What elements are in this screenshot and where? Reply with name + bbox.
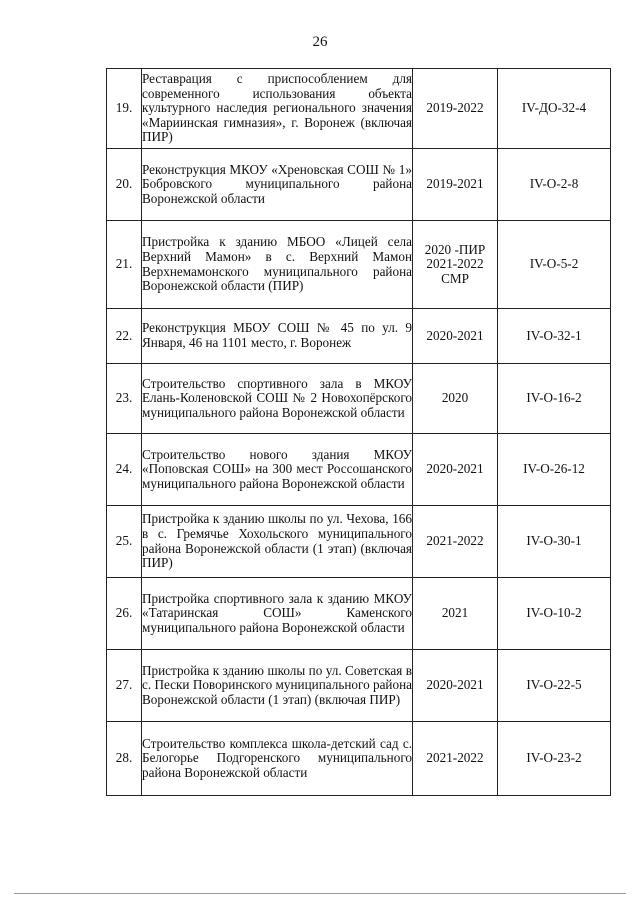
years-cell: 2020-2021 (413, 434, 498, 506)
object-name: Реставрация с приспособлением для современного использования объекта культурного наследия регионального значения «Мариинская гимназия», г. Воронеж (включая ПИР) (142, 69, 413, 149)
years-cell: 2021-2022 (413, 722, 498, 796)
table-row (107, 309, 611, 364)
row-number: 26. (107, 578, 142, 650)
table-row (107, 69, 611, 149)
row-number: 22. (107, 309, 142, 364)
table-row (107, 434, 611, 506)
object-code: IV-ДО-32-4 (498, 69, 611, 149)
row-number: 28. (107, 722, 142, 796)
table-row (107, 578, 611, 650)
years-cell: 2020 (413, 364, 498, 434)
object-name: Строительство комплекса школа-детский сад с. Белогорье Подгоренского муниципального района Воронежской области (142, 722, 413, 796)
object-code: IV-О-10-2 (498, 578, 611, 650)
row-number: 21. (107, 221, 142, 309)
bottom-divider (14, 893, 626, 894)
object-code: IV-О-5-2 (498, 221, 611, 309)
years-line: 2021-2022 (426, 256, 484, 272)
page-number: 26 (312, 34, 328, 50)
object-code: IV-О-22-5 (498, 650, 611, 722)
table-row (107, 364, 611, 434)
table-row (107, 650, 611, 722)
object-name: Реконструкция МБОУ СОШ № 45 по ул. 9 Января, 46 на 1101 место, г. Воронеж (142, 309, 413, 364)
years-cell: 2020-2021 (413, 650, 498, 722)
object-code: IV-О-23-2 (498, 722, 611, 796)
object-name: Пристройка к зданию школы по ул. Чехова, 166 в с. Гремячье Хохольского муниципального района Воронежской области (1 этап) (включая ПИР) (142, 506, 413, 578)
object-name: Пристройка спортивного зала к зданию МКОУ «Татаринская СОШ» Каменского муниципального района Воронежской области (142, 578, 413, 650)
years-line: СМР (441, 270, 469, 286)
object-name: Пристройка к зданию МБОО «Лицей села Верхний Мамон» в с. Верхний Мамон Верхнемамонского муниципального района Воронежской области (ПИР) (142, 221, 413, 309)
table-row (107, 149, 611, 221)
object-code: IV-О-2-8 (498, 149, 611, 221)
table-row (107, 506, 611, 578)
years-cell: 2019-2021 (413, 149, 498, 221)
object-name: Строительство нового здания МКОУ «Поповская СОШ» на 300 мест Россошанского муниципального района Воронежской области (142, 434, 413, 506)
row-number: 27. (107, 650, 142, 722)
years-cell: 2019-2022 (413, 69, 498, 149)
object-code: IV-О-30-1 (498, 506, 611, 578)
object-name: Реконструкция МКОУ «Хреновская СОШ № 1» Бобровского муниципального района Воронежской области (142, 149, 413, 221)
object-code: IV-О-26-12 (498, 434, 611, 506)
row-number: 20. (107, 149, 142, 221)
years-cell: 2021-2022 (413, 506, 498, 578)
row-number: 25. (107, 506, 142, 578)
table-row (107, 722, 611, 796)
row-number: 19. (107, 69, 142, 149)
object-code: IV-О-32-1 (498, 309, 611, 364)
table-row (107, 221, 611, 309)
row-number: 24. (107, 434, 142, 506)
objects-table (106, 68, 611, 796)
years-cell: 2020-2021 (413, 309, 498, 364)
object-name: Пристройка к зданию школы по ул. Советская в с. Пески Поворинского муниципального района Воронежской области (1 этап) (включая ПИР) (142, 650, 413, 722)
years-cell (413, 221, 498, 309)
row-number: 23. (107, 364, 142, 434)
object-code: IV-О-16-2 (498, 364, 611, 434)
object-name: Строительство спортивного зала в МКОУ Елань-Коленовской СОШ № 2 Новохопёрского муниципального района Воронежской области (142, 364, 413, 434)
years-cell: 2021 (413, 578, 498, 650)
years-line: 2020 -ПИР (424, 241, 486, 257)
